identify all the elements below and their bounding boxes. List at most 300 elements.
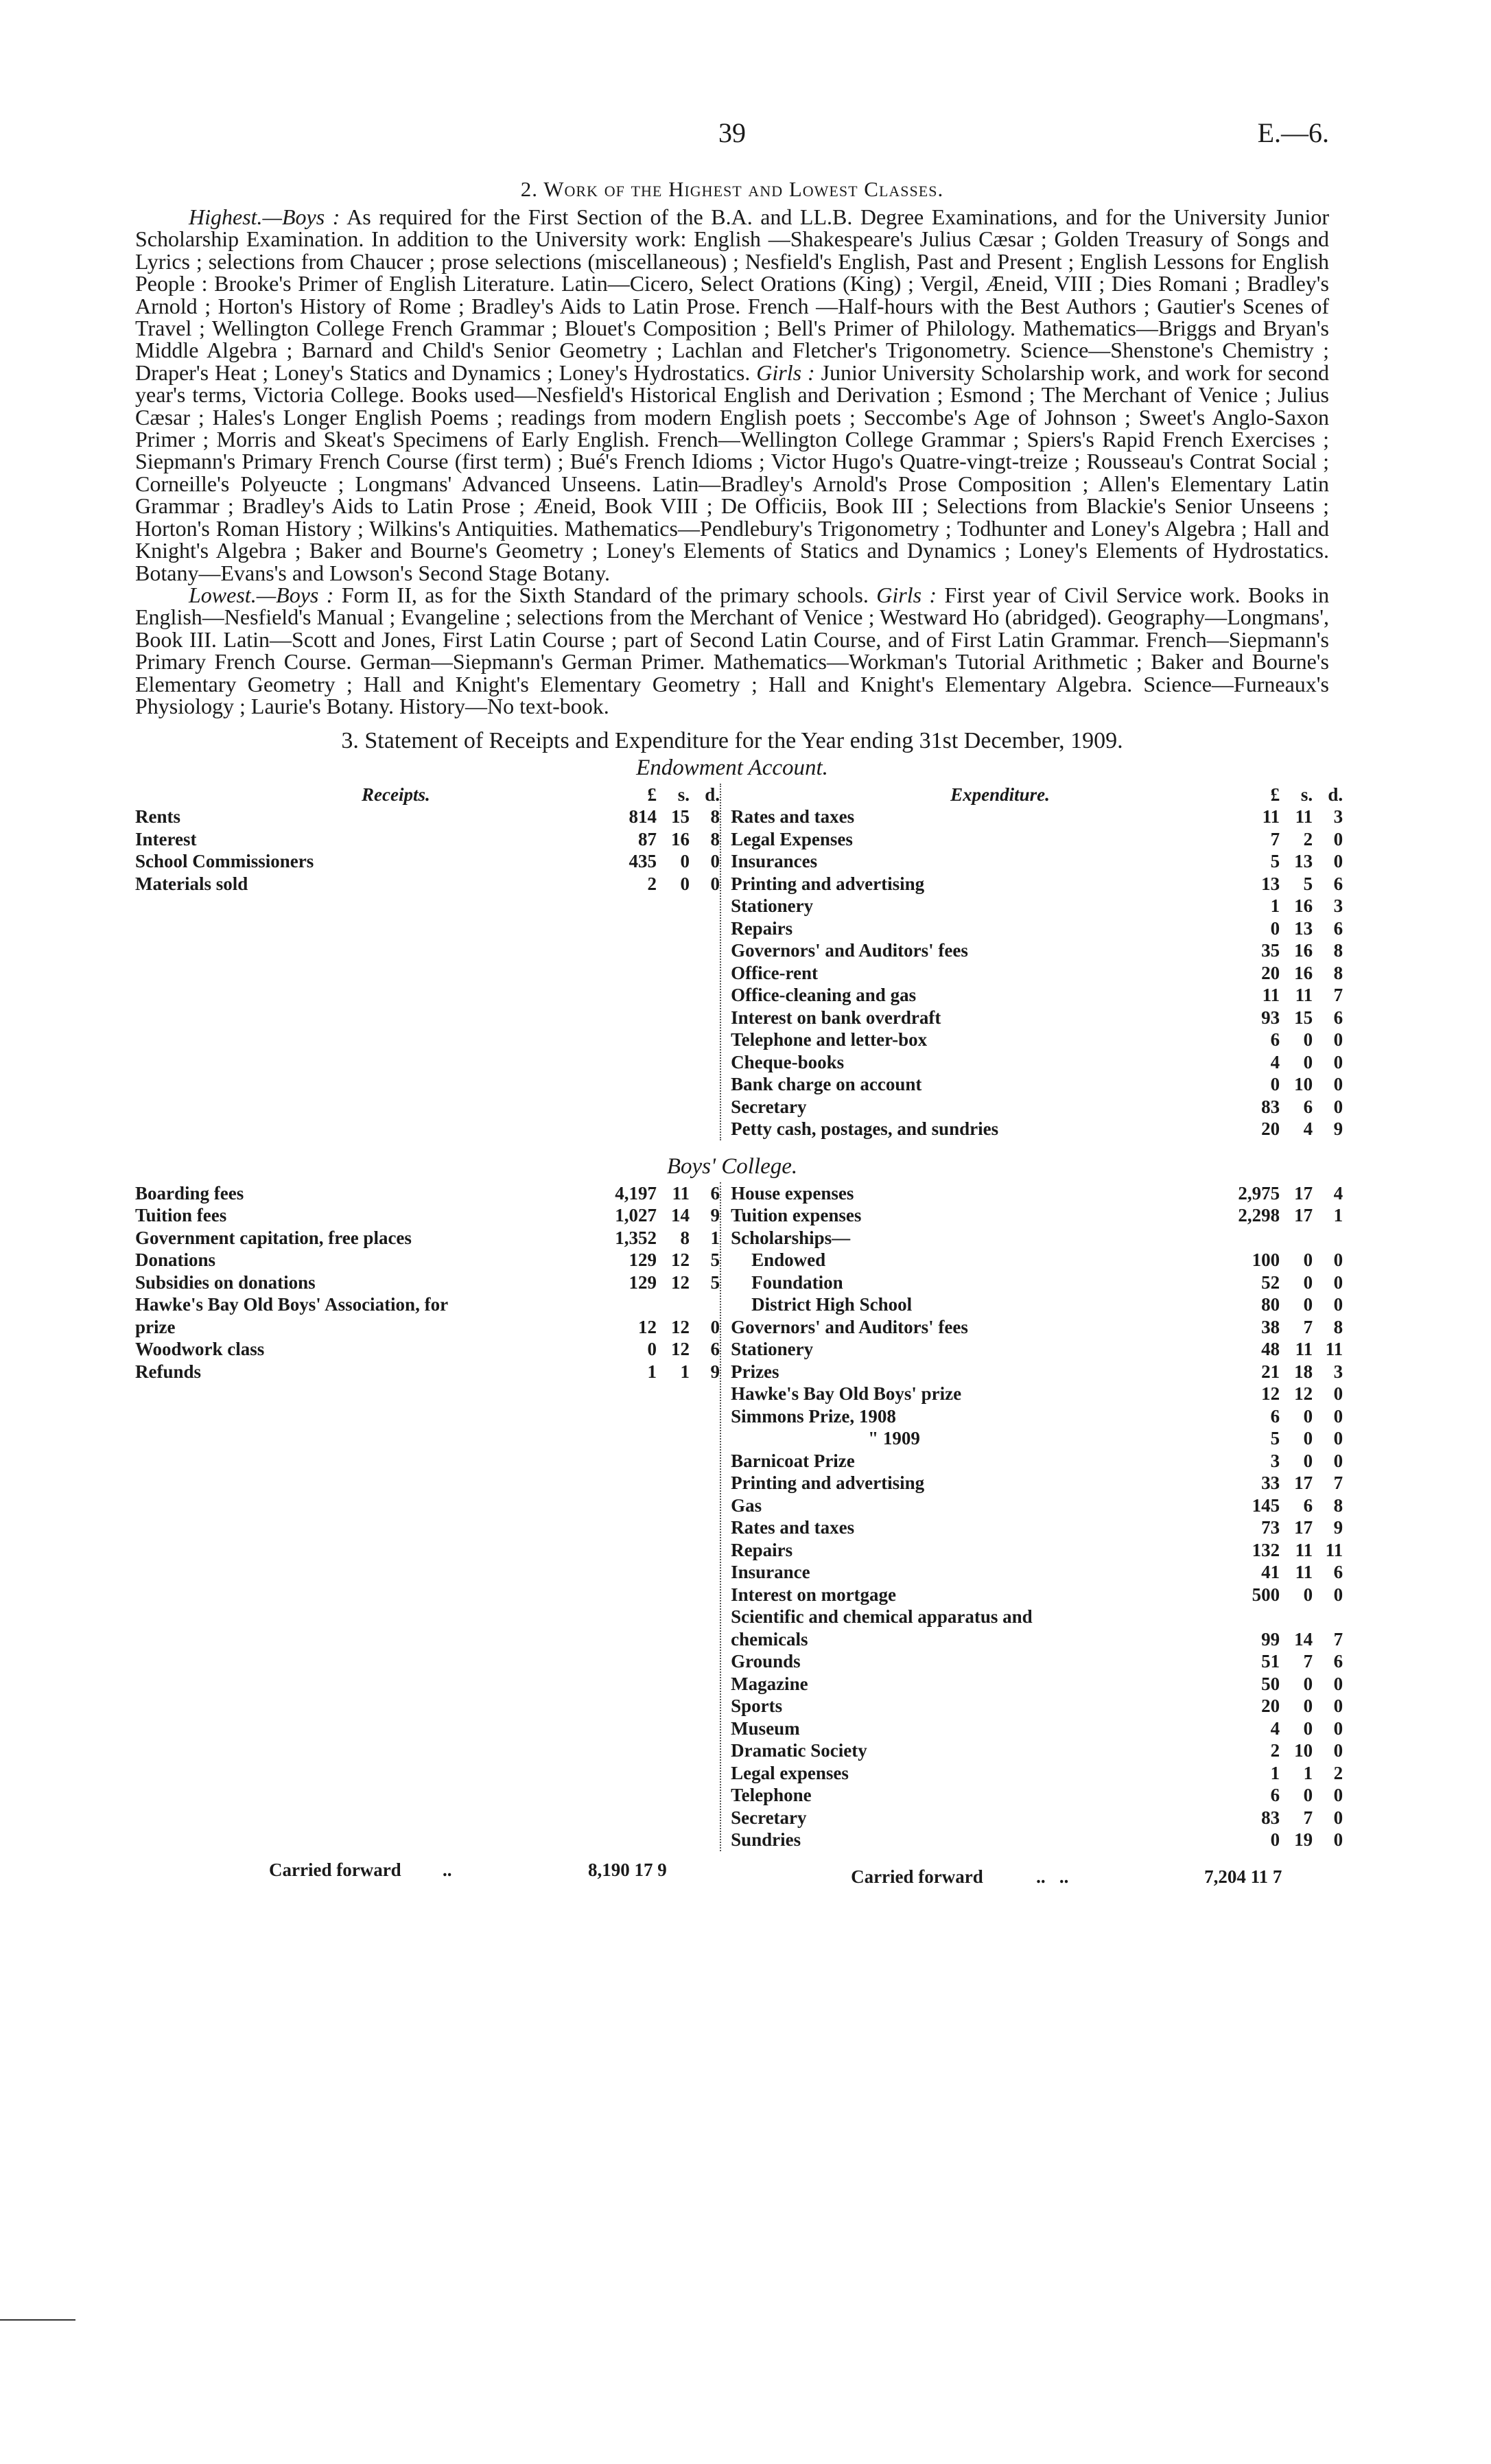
amount-pence: 2 xyxy=(1333,1762,1343,1783)
amount-pounds: 33 xyxy=(1261,1472,1280,1494)
amount-shillings: 17 xyxy=(1294,1205,1313,1226)
ledger-row xyxy=(731,1293,1343,1316)
amount-pounds: 2,298 xyxy=(1238,1205,1280,1226)
ledger-row xyxy=(731,1051,1343,1074)
row-label: Woodwork class xyxy=(135,1339,265,1360)
row-label: Grounds xyxy=(731,1651,801,1672)
row-label: Governors' and Auditors' fees xyxy=(731,1316,968,1337)
girls-label: Girls : xyxy=(756,360,815,385)
ledger-row xyxy=(731,1516,1343,1539)
carried-forward-label-right: Carried forward xyxy=(851,1866,983,1887)
ledger-row xyxy=(731,962,1343,985)
row-amount xyxy=(1197,1271,1343,1294)
ledger-row xyxy=(135,1204,720,1227)
row-label: Rents xyxy=(135,806,180,828)
row-label: Gas xyxy=(731,1494,762,1516)
amount-pounds: 0 xyxy=(1270,1829,1280,1851)
row-label: Printing and advertising xyxy=(731,1472,925,1494)
row-label: Rates and taxes xyxy=(731,806,855,828)
ledger-row xyxy=(135,1249,720,1271)
amount-shillings: 4 xyxy=(1303,1118,1313,1140)
amount-shillings: 17 xyxy=(1294,1182,1313,1204)
amount-shillings: 11 xyxy=(1295,1562,1313,1583)
amount-pence: 6 xyxy=(1333,1651,1343,1672)
row-label: Hawke's Bay Old Boys' Association, for xyxy=(135,1294,449,1315)
amount-pence: 0 xyxy=(1333,1271,1343,1293)
amount-shillings: 1 xyxy=(680,1361,690,1382)
carried-forward-total-right: 7,204 11 7 xyxy=(1204,1866,1282,1887)
row-label: Materials sold xyxy=(135,873,248,894)
amount-shillings: 0 xyxy=(1303,1029,1313,1051)
amount-pounds: 4,197 xyxy=(615,1182,657,1204)
amount-shillings: 0 xyxy=(1303,1696,1313,1717)
ledger-row xyxy=(731,1584,1343,1606)
ledger-row xyxy=(731,1606,1329,1628)
amount-pounds: 93 xyxy=(1261,1007,1280,1028)
row-amount xyxy=(1197,1584,1343,1606)
ledger-row xyxy=(731,1561,1343,1584)
row-amount xyxy=(1197,1739,1343,1762)
row-label: Secretary xyxy=(731,1096,807,1117)
row-label: Tuition fees xyxy=(135,1205,227,1226)
row-label: Petty cash, postages, and sundries xyxy=(731,1118,999,1140)
amount-shillings: 8 xyxy=(680,1227,690,1248)
section-heading-work: 2. Work of the Highest and Lowest Classes. xyxy=(520,177,944,201)
row-label: Donations xyxy=(135,1249,216,1271)
amount-pence: 6 xyxy=(1333,1562,1343,1583)
pence-symbol: d. xyxy=(705,784,720,806)
amount-pence: 0 xyxy=(1333,1074,1343,1095)
amount-pence: 9 xyxy=(710,1361,720,1382)
ledger-row xyxy=(731,1472,1343,1494)
amount-shillings: 0 xyxy=(1303,1294,1313,1315)
row-amount xyxy=(1197,1472,1343,1494)
ledger-row xyxy=(135,1293,720,1316)
amount-pounds: 435 xyxy=(629,851,657,872)
amount-shillings: 16 xyxy=(1294,940,1313,961)
shillings-symbol: s. xyxy=(1300,784,1313,806)
ledger-row xyxy=(135,873,720,895)
carried-forward-row: Carried forward .. 8,190 17 9 Carried forward .. .. 7,204 11 7 xyxy=(269,1859,1282,1887)
ledger-row xyxy=(135,1227,720,1249)
amount-pence: 0 xyxy=(1333,1785,1343,1806)
endowment-expenditure-list xyxy=(731,806,1343,1140)
amount-pence: 11 xyxy=(1325,1539,1343,1560)
amount-shillings: 6 xyxy=(1303,1096,1313,1117)
row-label: School Commissioners xyxy=(135,851,314,872)
row-amount xyxy=(1197,1338,1343,1361)
amount-pence: 3 xyxy=(1333,895,1343,917)
row-label: Office-rent xyxy=(731,962,819,983)
boys-receipts-column xyxy=(135,1182,720,1851)
page-number: 39 xyxy=(718,117,746,148)
amount-pounds: 5 xyxy=(1270,1428,1280,1449)
amount-pence: 4 xyxy=(1333,1182,1343,1204)
amount-shillings: 16 xyxy=(1294,962,1313,983)
amount-pounds: 7 xyxy=(1270,828,1280,849)
amount-pence: 8 xyxy=(710,806,720,828)
amount-pounds: 0 xyxy=(1270,917,1280,939)
row-amount xyxy=(574,850,720,873)
amount-pounds: 5 xyxy=(1270,851,1280,872)
row-label: Repairs xyxy=(731,917,793,939)
amount-pounds: 132 xyxy=(1252,1539,1280,1560)
amount-shillings: 0 xyxy=(1303,1717,1313,1739)
amount-shillings: 17 xyxy=(1294,1472,1313,1494)
ledger-row xyxy=(731,1249,1343,1271)
amount-pounds: 145 xyxy=(1252,1494,1280,1516)
row-amount xyxy=(1197,1293,1343,1316)
amount-pounds: 50 xyxy=(1261,1673,1280,1694)
row-label: Sundries xyxy=(731,1829,801,1851)
amount-shillings: 15 xyxy=(1294,1007,1313,1028)
row-amount xyxy=(574,806,720,828)
amount-pence: 8 xyxy=(710,828,720,849)
endowment-account-title: Endowment Account. xyxy=(636,755,828,781)
amount-shillings: 10 xyxy=(1294,1074,1313,1095)
row-amount xyxy=(1197,1450,1343,1472)
ledger-row xyxy=(731,1096,1343,1118)
amount-pence: 6 xyxy=(710,1182,720,1204)
amount-pounds: 83 xyxy=(1261,1807,1280,1828)
ledger-row xyxy=(731,1450,1343,1472)
amount-pence: 6 xyxy=(1333,917,1343,939)
row-label: Prizes xyxy=(731,1361,779,1382)
ledger-row xyxy=(731,1182,1343,1205)
amount-pence: 0 xyxy=(1333,1096,1343,1117)
amount-pounds: 4 xyxy=(1270,1717,1280,1739)
amount-pence: 0 xyxy=(1333,1829,1343,1851)
pence-symbol: d. xyxy=(1328,784,1343,806)
row-label: Scientific and chemical apparatus and xyxy=(731,1606,1033,1628)
amount-shillings: 11 xyxy=(1295,985,1313,1006)
amount-pounds: 52 xyxy=(1261,1271,1280,1293)
highest-paragraph xyxy=(135,206,1329,584)
ledger-row xyxy=(731,1271,1343,1294)
amount-pence: 7 xyxy=(1333,1472,1343,1494)
document-page xyxy=(135,103,1343,1887)
row-label: " 1909 xyxy=(868,1428,920,1449)
row-amount xyxy=(1197,828,1343,851)
row-label: Secretary xyxy=(731,1807,807,1828)
amount-pounds: 1,027 xyxy=(615,1205,657,1226)
amount-pounds: 99 xyxy=(1261,1628,1280,1650)
row-label: Simmons Prize, 1908 xyxy=(731,1405,896,1427)
amount-pounds: 0 xyxy=(1270,1074,1280,1095)
expenditure-header xyxy=(731,784,1343,806)
row-amount xyxy=(1197,1361,1343,1383)
amount-pounds: 51 xyxy=(1261,1651,1280,1672)
row-amount xyxy=(1197,1073,1343,1096)
row-amount xyxy=(1197,1118,1343,1140)
amount-pounds: 12 xyxy=(638,1316,657,1337)
ledger-row xyxy=(135,828,720,851)
row-amount xyxy=(1197,1405,1343,1428)
amount-pounds: 20 xyxy=(1261,1118,1280,1140)
row-label: Repairs xyxy=(731,1539,793,1560)
row-label: Rates and taxes xyxy=(731,1517,855,1538)
amount-pounds: 3 xyxy=(1270,1450,1280,1471)
row-label: District High School xyxy=(751,1294,913,1315)
amount-shillings: 0 xyxy=(1303,1785,1313,1806)
row-label: Subsidies on donations xyxy=(135,1271,316,1293)
carried-forward-label-left: Carried forward xyxy=(269,1859,401,1880)
row-amount xyxy=(1197,962,1343,985)
amount-pence: 8 xyxy=(1333,940,1343,961)
row-amount xyxy=(1197,1784,1343,1807)
lowest-girls-label: Girls : xyxy=(876,582,937,607)
ledger-row xyxy=(731,828,1343,851)
amount-shillings: 12 xyxy=(671,1339,690,1360)
boys-college-title: Boys' College. xyxy=(666,1153,798,1179)
amount-pence: 0 xyxy=(1333,1249,1343,1271)
row-label: Printing and advertising xyxy=(731,873,925,894)
row-amount xyxy=(574,1249,720,1271)
row-amount xyxy=(1197,1628,1343,1651)
row-label: Boarding fees xyxy=(135,1182,244,1204)
ledger-row xyxy=(135,1316,720,1339)
amount-pounds: 2 xyxy=(1270,1740,1280,1761)
endowment-ledger xyxy=(135,784,1343,1140)
row-amount xyxy=(574,1316,720,1339)
row-label: Bank charge on account xyxy=(731,1074,922,1095)
ledger-row xyxy=(731,1762,1343,1785)
row-label: Magazine xyxy=(731,1673,808,1694)
amount-pounds: 500 xyxy=(1252,1584,1280,1605)
row-amount xyxy=(574,1338,720,1361)
row-label: Endowed xyxy=(751,1249,826,1271)
amount-shillings: 11 xyxy=(672,1182,690,1204)
amount-pence: 0 xyxy=(1333,1383,1343,1405)
document-reference: E.—6. xyxy=(1257,117,1329,148)
amount-pounds: 4 xyxy=(1270,1051,1280,1072)
row-label: Sports xyxy=(731,1696,783,1717)
amount-pence: 0 xyxy=(1333,851,1343,872)
amount-pounds: 129 xyxy=(629,1249,657,1271)
row-label: Museum xyxy=(731,1717,800,1739)
amount-pounds: 73 xyxy=(1261,1517,1280,1538)
row-label: Cheque-books xyxy=(731,1051,845,1072)
endowment-expenditure-column xyxy=(720,784,1343,1140)
amount-pounds: 12 xyxy=(1261,1383,1280,1405)
row-label: Foundation xyxy=(751,1271,843,1293)
row-amount xyxy=(574,873,720,895)
row-amount xyxy=(1197,1539,1343,1562)
amount-pounds: 129 xyxy=(629,1271,657,1293)
lowest-paragraph xyxy=(135,584,1329,717)
ledger-row xyxy=(135,1271,720,1294)
lowest-girls-text: First year of Civil Service work. Books in English—Nesfield's Manual ; Evangeline ; selections from the Merchant of Venice ; Westward Ho (abridged). Geography—Longmans', Book III. Latin—Scott and Jones, First Latin Course ; part of Second Latin Course, and of First Latin Grammar. French—Siepmann's Primary French Course. German—Siepmann's German Primer. Mathematics—Workman's Tutorial Arithmetic ; Baker and Bourne's Elementary Geometry ; Hall and Knight's Elementary Geometry ; Hall and Knight's Elementary Algebra. Science—Furneaux's Physiology ; Laurie's Botany. History—No text-book. xyxy=(135,582,1330,718)
amount-pounds: 87 xyxy=(638,828,657,849)
boys-college-ledger xyxy=(135,1182,1343,1851)
ledger-row xyxy=(731,1227,1329,1249)
amount-pence: 0 xyxy=(710,1316,720,1337)
row-label: Scholarships— xyxy=(731,1227,851,1248)
lowest-label: Lowest.—Boys : xyxy=(189,582,334,607)
amount-pence: 0 xyxy=(1333,1294,1343,1315)
amount-pence: 8 xyxy=(1333,962,1343,983)
amount-shillings: 18 xyxy=(1294,1361,1313,1382)
row-label: Barnicoat Prize xyxy=(731,1450,855,1471)
amount-shillings: 10 xyxy=(1294,1740,1313,1761)
amount-shillings: 7 xyxy=(1303,1316,1313,1337)
ledger-row xyxy=(731,917,1343,940)
row-label: Interest on mortgage xyxy=(731,1584,897,1605)
amount-pence: 6 xyxy=(1333,873,1343,894)
row-amount xyxy=(1197,939,1343,962)
carried-forward-total-left: 8,190 17 9 xyxy=(588,1859,667,1880)
row-amount xyxy=(1197,895,1343,917)
amount-pounds: 6 xyxy=(1270,1029,1280,1051)
amount-shillings: 13 xyxy=(1294,851,1313,872)
amount-pence: 0 xyxy=(1333,1696,1343,1717)
amount-shillings: 11 xyxy=(1295,1339,1313,1360)
amount-pounds: 11 xyxy=(1262,806,1280,828)
pounds-symbol: £ xyxy=(647,784,657,806)
amount-pounds: 2 xyxy=(647,873,657,894)
amount-shillings: 12 xyxy=(671,1271,690,1293)
amount-pence: 1 xyxy=(710,1227,720,1248)
amount-pence: 9 xyxy=(1333,1517,1343,1538)
row-label: House expenses xyxy=(731,1182,854,1204)
ledger-row xyxy=(731,1204,1343,1227)
amount-shillings: 0 xyxy=(1303,1249,1313,1271)
amount-shillings: 7 xyxy=(1303,1807,1313,1828)
ledger-row xyxy=(135,1338,720,1361)
row-amount xyxy=(1197,1561,1343,1584)
row-amount xyxy=(574,1227,720,1249)
receipts-heading: Receipts. xyxy=(362,784,430,806)
amount-pence: 3 xyxy=(1333,1361,1343,1382)
amount-pounds: 814 xyxy=(629,806,657,828)
amount-pence: 7 xyxy=(1333,1628,1343,1650)
row-amount xyxy=(574,1182,720,1205)
ledger-row xyxy=(731,1118,1343,1140)
amount-shillings: 0 xyxy=(1303,1405,1313,1427)
row-amount xyxy=(1197,1807,1343,1829)
section-body xyxy=(135,206,1329,717)
row-amount xyxy=(1197,1096,1343,1118)
amount-shillings: 12 xyxy=(671,1316,690,1337)
row-amount xyxy=(1197,1316,1343,1339)
amount-pence: 0 xyxy=(1333,1029,1343,1051)
amount-pence: 0 xyxy=(1333,1405,1343,1427)
row-amount xyxy=(1197,1029,1343,1051)
row-amount xyxy=(574,1361,720,1383)
ledger-row xyxy=(731,1494,1343,1517)
lowest-boys-text: Form II, as for the Sixth Standard of the primary schools. xyxy=(341,582,869,607)
row-amount xyxy=(1197,1717,1343,1740)
row-amount xyxy=(1197,850,1343,873)
amount-shillings: 11 xyxy=(1295,1539,1313,1560)
amount-pounds: 13 xyxy=(1261,873,1280,894)
amount-pounds: 1 xyxy=(647,1361,657,1382)
row-label: Governors' and Auditors' fees xyxy=(731,940,968,961)
amount-pence: 0 xyxy=(1333,1450,1343,1471)
ledger-row xyxy=(731,1739,1343,1762)
amount-shillings: 5 xyxy=(1303,873,1313,894)
amount-pence: 7 xyxy=(1333,985,1343,1006)
amount-pence: 0 xyxy=(1333,1807,1343,1828)
row-amount xyxy=(1197,1427,1343,1450)
amount-pence: 9 xyxy=(1333,1118,1343,1140)
row-label: Government capitation, free places xyxy=(135,1227,412,1248)
boys-expenditure-list xyxy=(731,1182,1343,1851)
ledger-row xyxy=(731,806,1343,828)
amount-shillings: 14 xyxy=(1294,1628,1313,1650)
row-amount xyxy=(1197,1383,1343,1405)
amount-shillings: 19 xyxy=(1294,1829,1313,1851)
ledger-row xyxy=(731,873,1343,895)
amount-pence: 0 xyxy=(1333,1051,1343,1072)
row-label: Insurance xyxy=(731,1562,810,1583)
row-amount xyxy=(1197,917,1343,940)
amount-pounds: 1 xyxy=(1270,895,1280,917)
amount-shillings: 0 xyxy=(1303,1584,1313,1605)
row-amount xyxy=(1197,1249,1343,1271)
row-label: Hawke's Bay Old Boys' prize xyxy=(731,1383,962,1405)
ledger-row xyxy=(135,806,720,828)
ledger-row xyxy=(731,1539,1343,1562)
amount-shillings: 11 xyxy=(1295,806,1313,828)
amount-pence: 0 xyxy=(1333,1584,1343,1605)
receipts-header xyxy=(135,784,720,806)
amount-shillings: 0 xyxy=(1303,1428,1313,1449)
ledger-row xyxy=(731,984,1343,1007)
row-amount xyxy=(1197,1182,1343,1205)
amount-pounds: 20 xyxy=(1261,1696,1280,1717)
row-amount xyxy=(1197,873,1343,895)
amount-shillings: 0 xyxy=(1303,1673,1313,1694)
row-amount xyxy=(1197,1829,1343,1851)
row-label: Stationery xyxy=(731,1339,814,1360)
row-label: Interest on bank overdraft xyxy=(731,1007,941,1028)
amount-pence: 5 xyxy=(710,1271,720,1293)
ledger-row xyxy=(731,1029,1343,1051)
row-label: Interest xyxy=(135,828,197,849)
ledger-row xyxy=(731,1650,1343,1673)
amount-shillings: 6 xyxy=(1303,1494,1313,1516)
amount-pence: 0 xyxy=(1333,1740,1343,1761)
ledger-row xyxy=(135,850,720,873)
amount-pounds: 6 xyxy=(1270,1785,1280,1806)
amount-pounds: 41 xyxy=(1261,1562,1280,1583)
row-label: Stationery xyxy=(731,895,814,917)
row-amount xyxy=(1197,1650,1343,1673)
row-label: chemicals xyxy=(731,1628,808,1650)
ledger-row xyxy=(135,1182,720,1205)
amount-pounds: 48 xyxy=(1261,1339,1280,1360)
amount-shillings: 16 xyxy=(1294,895,1313,917)
row-amount xyxy=(1197,1051,1343,1074)
row-label: Legal Expenses xyxy=(731,828,853,849)
statement-title: 3. Statement of Receipts and Expenditure for the Year ending 31st December, 1909. xyxy=(341,728,1123,754)
amount-pence: 11 xyxy=(1325,1339,1343,1360)
row-amount xyxy=(574,828,720,851)
boys-receipts-list xyxy=(135,1182,720,1383)
ledger-row xyxy=(731,1316,1343,1339)
ledger-row xyxy=(731,1673,1343,1696)
ledger-row xyxy=(731,850,1343,873)
amount-shillings: 0 xyxy=(1303,1051,1313,1072)
amount-pounds: 20 xyxy=(1261,962,1280,983)
row-amount xyxy=(1197,1673,1343,1696)
row-label: Legal expenses xyxy=(731,1762,849,1783)
ledger-row xyxy=(731,1361,1343,1383)
row-label: Refunds xyxy=(135,1361,202,1382)
pounds-symbol: £ xyxy=(1270,784,1280,806)
ledger-row xyxy=(731,1338,1343,1361)
